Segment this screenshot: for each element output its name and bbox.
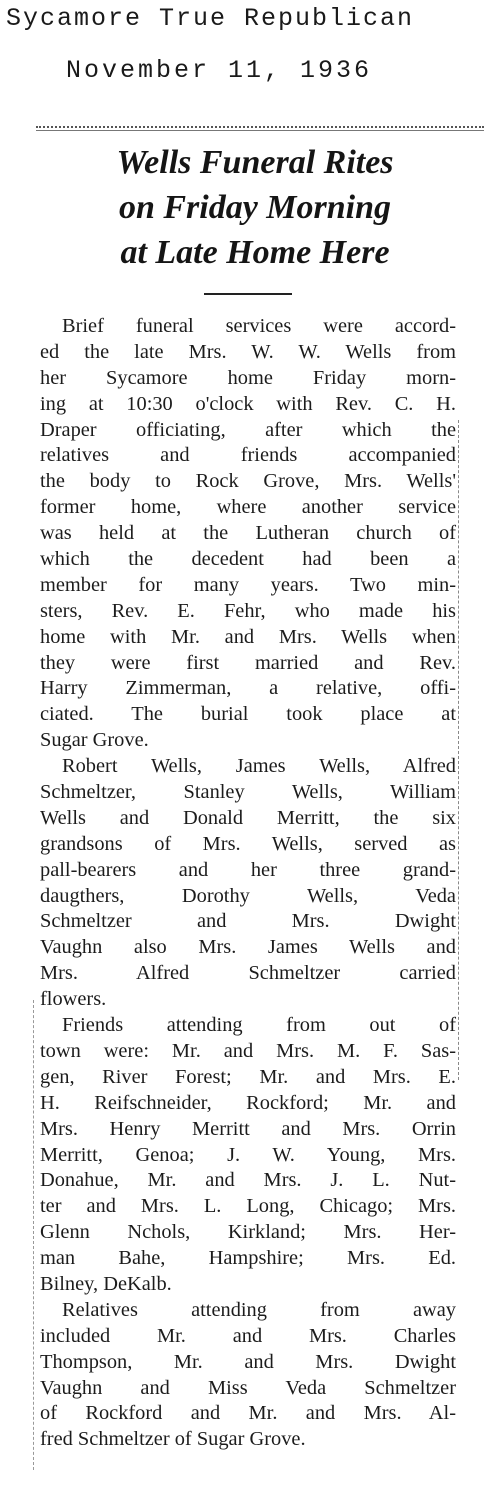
article-body (40, 314, 456, 1453)
article-line: Harry Zimmerman, a relative, offi- (40, 677, 456, 700)
article-line: relatives and friends accompanied (40, 444, 456, 467)
headline-line: on Friday Morning (118, 189, 392, 226)
article-line: of Rockford and Mr. and Mrs. Al- (40, 1402, 456, 1425)
article-line: fred Schmeltzer of Sugar Grove. (40, 1428, 306, 1451)
article-line: Vaughn and Miss Veda Schmeltzer (40, 1376, 456, 1399)
article-line: former home, where another service (40, 496, 456, 519)
article-line: Merritt, Genoa; J. W. Young, Mrs. (40, 1143, 456, 1166)
article-line: Mrs. Alfred Schmeltzer carried (40, 962, 456, 985)
headline-divider (204, 293, 292, 295)
article-line: Donahue, Mr. and Mrs. J. L. Nut- (40, 1169, 456, 1192)
article-line: pall-bearers and her three grand- (40, 858, 456, 881)
article-line: man Bahe, Hampshire; Mrs. Ed. (40, 1247, 456, 1270)
top-divider-line (36, 130, 484, 131)
headline-line: at Late Home Here (120, 234, 390, 271)
article-line: ciated. The burial took place at (40, 703, 456, 726)
article-line: home with Mr. and Mrs. Wells when (40, 625, 456, 648)
article-line: was held at the Lutheran church of (40, 522, 456, 545)
article-line: they were first married and Rev. (40, 651, 456, 674)
article-line: Mrs. Henry Merritt and Mrs. Orrin (40, 1117, 456, 1140)
article-line: Bilney, DeKalb. (40, 1272, 172, 1295)
headline (30, 140, 480, 275)
article-line: Relatives attending from away (62, 1298, 456, 1321)
article-line: ter and Mrs. L. Long, Chicago; Mrs. (40, 1195, 456, 1218)
article-line: which the decedent had been a (40, 548, 456, 571)
top-divider (36, 126, 484, 128)
publication-date: November 11, 1936 (66, 56, 373, 85)
article-line: included Mr. and Mrs. Charles (40, 1324, 456, 1347)
article-line: Thompson, Mr. and Mrs. Dwight (40, 1350, 456, 1373)
article-line: Draper officiating, after which the (40, 418, 456, 441)
article-line: Glenn Nchols, Kirkland; Mrs. Her- (40, 1221, 456, 1244)
article-line: ed the late Mrs. W. W. Wells from (40, 340, 456, 363)
article-line: ing at 10:30 o'clock with Rev. C. H. (40, 392, 456, 415)
article-line: her Sycamore home Friday morn- (40, 366, 456, 389)
article-line: Vaughn also Mrs. James Wells and (40, 936, 456, 959)
article-line: gen, River Forest; Mr. and Mrs. E. (40, 1065, 456, 1088)
headline-line: Wells Funeral Rites (116, 144, 394, 181)
article-line: town were: Mr. and Mrs. M. F. Sas- (40, 1039, 456, 1062)
article-line: grandsons of Mrs. Wells, served as (40, 832, 456, 855)
article-line: H. Reifschneider, Rockford; Mr. and (40, 1091, 456, 1114)
article-line: the body to Rock Grove, Mrs. Wells' (40, 470, 456, 493)
article-line: Wells and Donald Merritt, the six (40, 806, 456, 829)
article-line: daugthers, Dorothy Wells, Veda (40, 884, 456, 907)
article-line: Schmeltzer, Stanley Wells, William (40, 781, 456, 804)
article-line: Sugar Grove. (40, 729, 149, 752)
publication-name: Sycamore True Republican (6, 4, 415, 33)
article-line: Robert Wells, James Wells, Alfred (62, 755, 456, 778)
article-line: Friends attending from out of (62, 1014, 456, 1037)
article-line: flowers. (40, 988, 107, 1011)
article-line: Brief funeral services were accord- (62, 315, 456, 337)
article-line: sters, Rev. E. Fehr, who made his (40, 599, 456, 622)
article-line: member for many years. Two min- (40, 573, 456, 596)
column-rule-left (33, 1000, 34, 1470)
column-rule-right (458, 420, 459, 1080)
article-line: Schmeltzer and Mrs. Dwight (40, 910, 456, 933)
